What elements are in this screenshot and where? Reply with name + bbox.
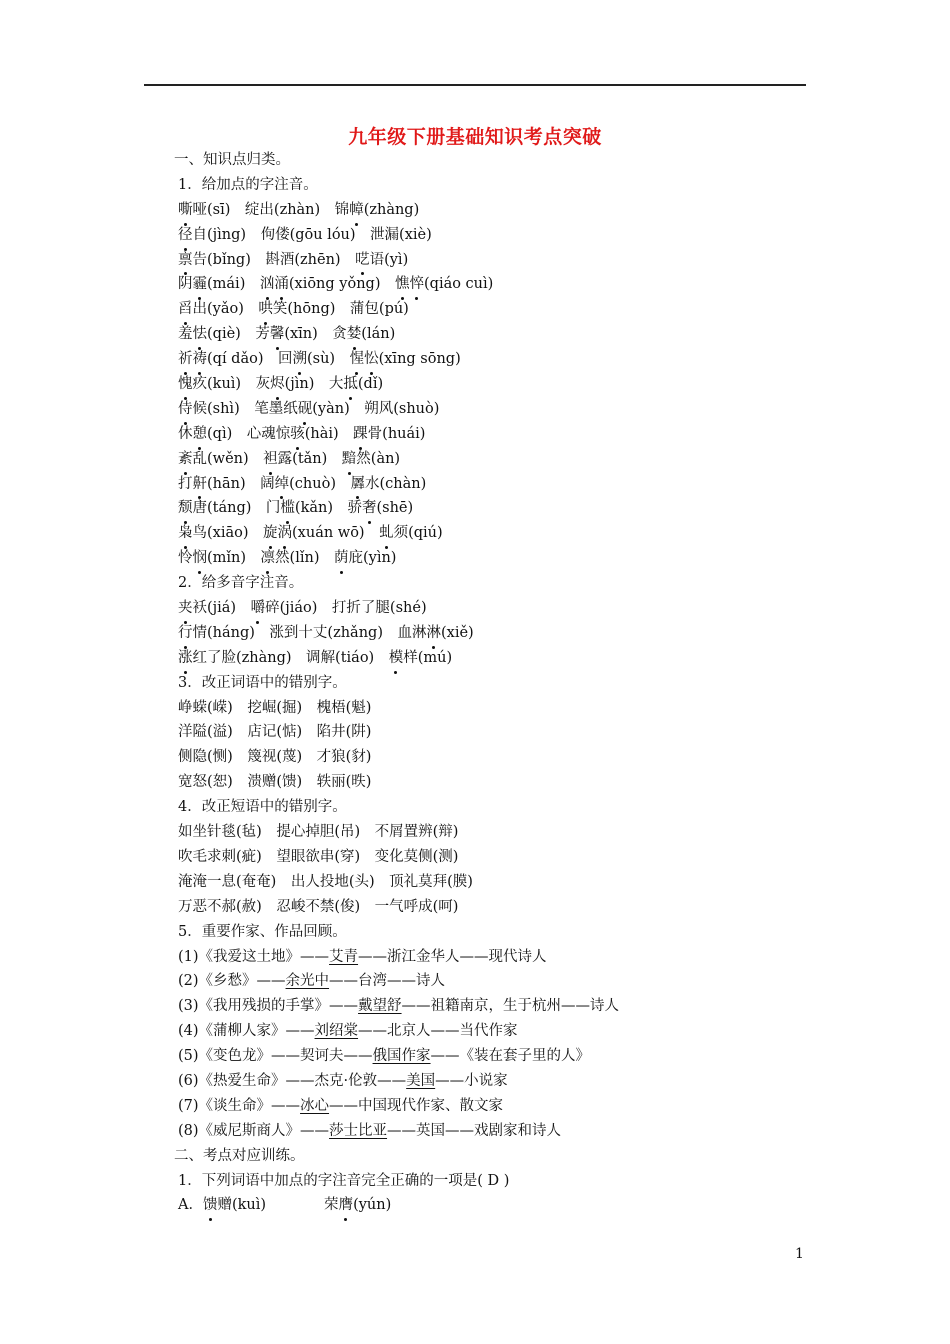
dotted-char: 馨	[270, 322, 285, 347]
dotted-char: 祷	[193, 347, 208, 372]
dotted-char: 踝	[353, 422, 368, 447]
text-segment: 语(yì)	[369, 251, 409, 268]
text-segment: 碎(jiáo) 打折了腿(	[265, 600, 396, 617]
pinyin-list-2	[178, 596, 818, 671]
list-line	[178, 1094, 818, 1119]
text-segment: 风(shuò)	[378, 400, 440, 417]
dotted-char: 溯	[293, 347, 308, 372]
dotted-char: 舀	[178, 297, 193, 322]
underlined-answer: 冰心	[300, 1097, 330, 1114]
dotted-char: 侍	[178, 397, 193, 422]
text-segment: 样(mú)	[403, 649, 453, 666]
text-segment: 自(jìng) 佝偻(gōu lóu) 泄	[192, 226, 385, 243]
dotted-char: 抵	[343, 372, 358, 397]
subheading-3: 3．改正词语中的错别字。	[178, 674, 347, 691]
list-line: 吹毛求刺(疵) 望眼欲串(穿) 变化莫侧(测)	[178, 848, 459, 865]
subheading-1: 1．给加点的字注音。	[178, 176, 318, 193]
text-segment: ——中国现代作家、散文家	[329, 1097, 504, 1114]
dotted-char: 涨	[178, 646, 193, 671]
text-segment: ——《装在套子里的人》	[430, 1048, 591, 1065]
dotted-char: 悴	[410, 272, 425, 297]
underlined-answer: 莎士比亚	[329, 1122, 388, 1139]
dotted-char: 幛	[349, 198, 364, 223]
dotted-char: 霾	[193, 272, 208, 297]
text-segment: 袄(jiá)	[192, 600, 251, 617]
text-segment: (xiě)	[440, 624, 474, 641]
text-segment: 解(tiáo)	[320, 649, 389, 666]
text-segment: 候(shì) 笔墨纸	[192, 400, 298, 417]
dotted-char: 骇	[290, 422, 305, 447]
text-segment: 笑(hōng) 蒲	[272, 301, 365, 318]
text-segment: (xīng sōng)	[378, 351, 461, 368]
list-line	[178, 1019, 818, 1044]
list-line	[178, 472, 818, 497]
dotted-char: 绰	[275, 472, 290, 497]
text-segment: A．	[178, 1197, 203, 1214]
dotted-char: 羼	[350, 472, 365, 497]
text-segment: (1)《我爱这土地》——	[178, 948, 330, 965]
section-heading-1: 一、知识点归类。	[174, 152, 290, 168]
document-body	[174, 148, 818, 1218]
text-segment: (7)《谈生命》——	[178, 1097, 301, 1114]
question-1-option-a	[178, 1193, 818, 1218]
text-segment: 羞	[178, 326, 193, 343]
dotted-char: 淋	[426, 621, 441, 646]
list-line	[178, 496, 818, 521]
text-segment: (2)《乡愁》——	[178, 973, 286, 990]
list-line	[178, 297, 818, 322]
text-segment: 鸟(xiāo)	[192, 525, 264, 542]
dotted-char: 憩	[193, 422, 208, 447]
text-segment: (6)《热爱生命》——杰克·伦敦——	[178, 1072, 407, 1089]
dotted-char: 黯	[342, 447, 357, 472]
dotted-char: 嚼	[251, 596, 266, 621]
text-segment: 唐(táng) 门	[192, 500, 281, 517]
list-line	[178, 198, 818, 223]
text-segment: ——祖籍南京，生于杭州——诗人	[401, 998, 620, 1015]
dotted-char: 呓	[355, 248, 370, 273]
list-line	[178, 447, 818, 472]
text-segment: 疚(kuì) 灰	[192, 376, 271, 393]
list-line	[178, 994, 818, 1019]
section-heading-2: 二、考点对应训练。	[174, 1147, 305, 1164]
text-segment: (yàn) 朔	[312, 400, 379, 417]
list-line: 宽怒(恕) 溃赠(馈) 轶丽(昳)	[178, 774, 372, 791]
text-segment: 出(yǎo)	[192, 301, 259, 318]
author-work-list	[178, 945, 818, 1144]
text-segment: 水(chàn)	[364, 475, 427, 492]
underlined-answer: 戴望舒	[358, 998, 402, 1015]
text-segment: (qì) 心魂惊	[207, 425, 291, 442]
text-segment: ——小说家	[435, 1072, 508, 1089]
text-segment: 怜	[178, 550, 193, 567]
underlined-answer: 艾青	[329, 948, 359, 965]
text-segment: (mǐn)	[207, 550, 261, 567]
text-segment: (yún)	[353, 1197, 392, 1214]
text-segment: 丈	[312, 624, 328, 641]
dotted-char: 悯	[193, 546, 208, 571]
list-line: 峥蝾(嵘) 挖崛(掘) 槐梧(魁)	[178, 699, 372, 716]
text-segment: (qiè) 芳	[207, 326, 270, 343]
header-rule	[144, 84, 806, 86]
text-segment: 包(pú)	[364, 301, 409, 318]
dotted-char: 汹	[260, 272, 275, 297]
text-segment: ——北京人——当代作家	[358, 1023, 518, 1040]
list-line	[178, 223, 818, 248]
text-segment: 露(tǎn)	[277, 450, 342, 467]
dotted-char: 袒	[263, 447, 278, 472]
text-segment: (qí dǎo) 回	[207, 351, 293, 368]
text-segment: ——浙江金华人——现代诗人	[358, 948, 547, 965]
text-segment: (xuán wō)	[292, 525, 380, 542]
text-segment: 乱(wěn)	[192, 450, 264, 467]
list-line	[178, 521, 818, 546]
dotted-char: 祈	[178, 347, 193, 372]
list-line	[178, 372, 818, 397]
text-segment: 漏	[384, 226, 400, 243]
text-segment: (mái)	[207, 276, 260, 293]
list-line	[178, 422, 818, 447]
underlined-answer: 刘绍棠	[314, 1023, 359, 1040]
list-line	[178, 969, 818, 994]
text-segment: 庇(yìn)	[348, 550, 397, 567]
list-line	[178, 646, 818, 671]
text-segment: ——台湾——诗人	[329, 973, 446, 990]
dotted-char: 模	[389, 646, 404, 671]
dotted-char: 忪	[364, 347, 379, 372]
typo-phrase-list	[178, 820, 818, 920]
list-line: 万恶不郝(赦) 忍峻不禁(俊) 一气呼成(呵)	[178, 898, 459, 915]
list-line	[178, 322, 818, 347]
text-segment: (jìn) 大	[284, 376, 344, 393]
dotted-char: 鼾	[193, 472, 208, 497]
text-segment: (hān) 阔	[207, 475, 275, 492]
dotted-char: 涌	[274, 272, 289, 297]
dotted-char: 颓	[178, 496, 193, 521]
dotted-char: 旋	[263, 521, 278, 546]
list-line	[178, 621, 818, 646]
text-segment: 然(lǐn)	[275, 550, 334, 567]
page-number: 1	[795, 1246, 804, 1262]
list-line: 侧隐(恻) 篾视(蔑) 才狼(豺)	[178, 749, 372, 766]
dotted-char: 愧	[178, 372, 193, 397]
text-segment: (5)《变色龙》——契诃夫——	[178, 1048, 373, 1065]
list-line	[178, 596, 818, 621]
text-segment: 打	[178, 475, 193, 492]
dotted-char: 凛	[261, 546, 276, 571]
list-line	[178, 248, 818, 273]
text-segment: 休	[178, 425, 193, 442]
underlined-answer: 美国	[406, 1072, 436, 1089]
text-segment: 须(qiú)	[393, 525, 443, 542]
subheading-4: 4．改正短语中的错别字。	[178, 799, 347, 816]
text-segment: 出(zhàn) 锦	[259, 201, 350, 218]
text-segment: 红了脸(zhàng) 调	[192, 649, 321, 666]
list-line: 淹淹一息(奄奄) 出人投地(头) 顶礼莫拜(膜)	[178, 873, 473, 890]
text-segment: (xiè)	[399, 226, 432, 243]
text-segment: ——英国——戏剧家和诗人	[387, 1122, 562, 1139]
text-segment: (sù)	[307, 351, 350, 368]
question-1: 1．下列词语中加点的字注音完全正确的一项是( D )	[178, 1172, 510, 1189]
dotted-char: 婪	[347, 322, 362, 347]
text-segment: (4)《蒲柳人家》——	[178, 1023, 315, 1040]
text-segment: (hài)	[304, 425, 354, 442]
text-segment: 然(àn)	[356, 450, 401, 467]
text-segment: 哑(sī) 绽	[192, 201, 260, 218]
text-segment: (xīn) 贪	[284, 326, 347, 343]
dotted-char: 馈	[203, 1193, 218, 1218]
list-line	[178, 546, 818, 571]
dotted-char: 枭	[178, 521, 193, 546]
typo-word-list	[178, 696, 818, 796]
dotted-char: 怯	[193, 322, 208, 347]
list-line	[178, 397, 818, 422]
page-title: 九年级下册基础知识考点突破	[348, 126, 602, 148]
text-segment: (xiōng yǒng)	[288, 276, 395, 293]
dotted-char: 砚	[298, 397, 313, 422]
dotted-char: 紊	[178, 447, 193, 472]
dotted-char: 嘶	[178, 198, 193, 223]
dotted-char: 虬	[379, 521, 394, 546]
list-line	[178, 1069, 818, 1094]
text-segment: (chuò)	[289, 475, 351, 492]
dotted-char: 涡	[278, 521, 293, 546]
dotted-char: 奢	[362, 496, 377, 521]
text-segment: (kǎn) 骄	[294, 500, 362, 517]
list-line	[178, 945, 818, 970]
subheading-2: 2．给多音字注音。	[178, 575, 304, 592]
list-line	[178, 272, 818, 297]
text-segment: 阴	[178, 276, 193, 293]
text-segment: 骨(huái)	[367, 425, 426, 442]
text-segment: 赠(kuì) 荣	[217, 1197, 339, 1214]
text-segment: (lán)	[361, 326, 396, 343]
text-segment: shé	[395, 600, 421, 617]
dotted-char: 惺	[350, 347, 365, 372]
text-segment: (zhǎng) 血淋	[327, 624, 427, 641]
dotted-char: 膺	[339, 1193, 354, 1218]
list-line	[178, 347, 818, 372]
text-segment: 酒(zhēn)	[279, 251, 356, 268]
list-line	[178, 1044, 818, 1069]
list-line: 洋隘(溢) 店记(惦) 陷井(阱)	[178, 724, 372, 741]
dotted-char: 荫	[334, 546, 349, 571]
pinyin-list-1	[178, 198, 818, 571]
dotted-char: 行	[178, 621, 193, 646]
text-segment: 情(háng) 涨到十	[192, 624, 313, 641]
dotted-char: 槛	[280, 496, 295, 521]
text-segment: )	[420, 600, 427, 617]
dotted-char: 禀	[178, 248, 193, 273]
list-line	[178, 1119, 818, 1144]
dotted-char: 哄	[258, 297, 273, 322]
text-segment: (qiáo cuì)	[424, 276, 494, 293]
subheading-5: 5．重要作家、作品回顾。	[178, 923, 347, 940]
dotted-char: 憔	[395, 272, 410, 297]
dotted-char: 夹	[178, 596, 193, 621]
text-segment: (3)《我用残损的手掌》——	[178, 998, 359, 1015]
dotted-char: 径	[178, 223, 193, 248]
text-segment: (8)《威尼斯商人》——	[178, 1122, 330, 1139]
text-segment: 告(bǐng) 斟	[192, 251, 280, 268]
underlined-answer: 余光中	[285, 973, 330, 990]
text-segment: (shē)	[376, 500, 414, 517]
dotted-char: 烬	[270, 372, 285, 397]
text-segment: (zhàng)	[363, 201, 420, 218]
text-segment: (dǐ)	[357, 376, 384, 393]
list-line: 如坐针毯(毡) 提心掉胆(吊) 不屑置辨(辩)	[178, 824, 459, 841]
underlined-answer: 俄国作家	[372, 1048, 431, 1065]
